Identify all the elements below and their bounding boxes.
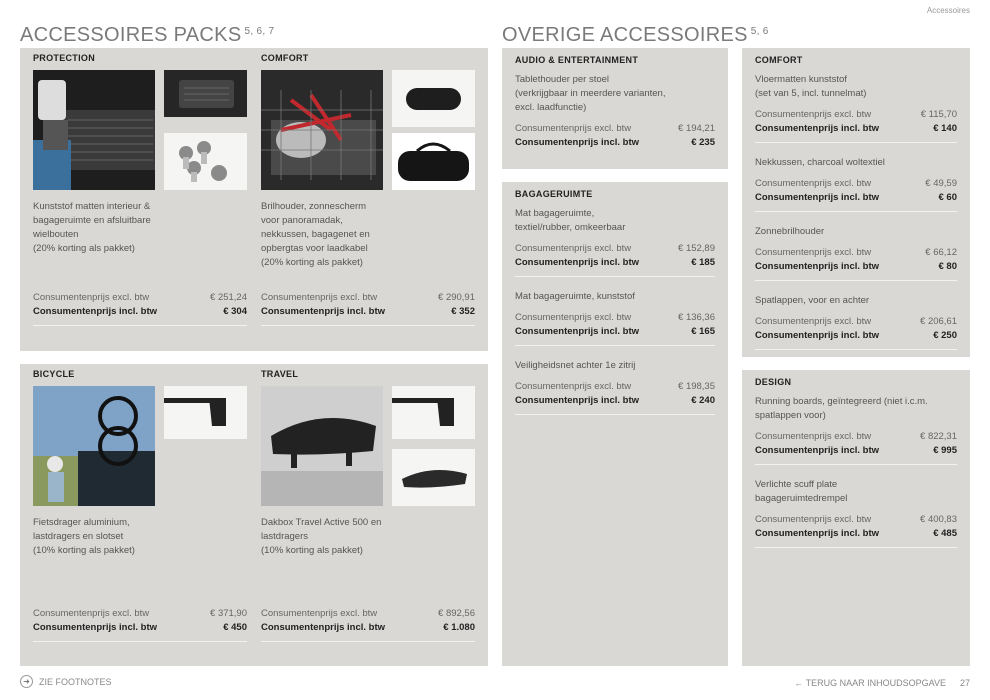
entry-description <box>755 225 957 239</box>
price-value: € 165 <box>691 326 715 337</box>
price-value: € 400,83 <box>920 514 957 525</box>
image-roof-bar <box>164 386 247 439</box>
price-value: € 290,91 <box>438 292 475 303</box>
image-cargo-mats <box>33 70 155 190</box>
entry-description <box>515 73 715 115</box>
price-incl <box>755 260 957 274</box>
price-label: Consumentenprijs excl. btw <box>515 123 632 134</box>
price-value: € 822,31 <box>920 431 957 442</box>
accessory-entry <box>515 207 715 277</box>
accessory-entry <box>755 395 957 465</box>
price-label: Consumentenprijs excl. btw <box>755 247 872 258</box>
price-value: € 206,61 <box>920 316 957 327</box>
image-wheel-bolts <box>164 133 247 190</box>
title-overige-accessoires <box>502 24 769 47</box>
image-roof-box-small <box>392 449 475 506</box>
accessory-entry <box>755 225 957 281</box>
desc-line: Running boards, geïntegreerd (niet i.c.m. <box>755 396 928 407</box>
desc-line: voor panoramadak, <box>261 215 343 226</box>
divider <box>515 276 715 277</box>
desc-line: lastdragers <box>261 531 308 542</box>
price-label: Consumentenprijs incl. btw <box>755 261 880 272</box>
title-accessoires-packs <box>20 24 274 47</box>
price-value: € 194,21 <box>678 123 715 134</box>
entry-description <box>755 156 957 170</box>
image-roof-bar <box>392 386 475 439</box>
price-excl <box>33 607 247 621</box>
back-to-contents-link[interactable] <box>794 678 946 688</box>
price-value: € 152,89 <box>678 243 715 254</box>
desc-line: nekkussen, bagagenet en <box>261 229 370 240</box>
pack-description <box>33 516 247 558</box>
price-value: € 140 <box>933 123 957 134</box>
price-value: € 892,56 <box>438 608 475 619</box>
price-label: Consumentenprijs incl. btw <box>755 528 880 539</box>
divider <box>755 211 957 212</box>
price-label: Consumentenprijs excl. btw <box>33 292 150 303</box>
desc-line: Nekkussen, charcoal woltextiel <box>755 157 885 168</box>
pack-title: BICYCLE <box>33 369 75 379</box>
price-value: € 115,70 <box>920 109 957 120</box>
desc-line: Brilhouder, zonnescherm <box>261 201 367 212</box>
arrow-right-circle-icon: ➜ <box>20 675 33 688</box>
price-value: € 304 <box>223 306 247 317</box>
price-value: € 352 <box>451 306 475 317</box>
price-excl <box>755 108 957 122</box>
price-label: Consumentenprijs excl. btw <box>515 312 632 323</box>
price-value: € 80 <box>938 261 957 272</box>
price-excl <box>755 430 957 444</box>
price-excl <box>261 291 475 305</box>
price-value: € 485 <box>933 528 957 539</box>
price-incl <box>515 256 715 270</box>
price-label: Consumentenprijs incl. btw <box>755 445 880 456</box>
pack-title: TRAVEL <box>261 369 299 379</box>
image-bike-carrier <box>33 386 155 506</box>
price-value: € 235 <box>691 137 715 148</box>
price-value: € 198,35 <box>678 381 715 392</box>
price-label: Consumentenprijs incl. btw <box>515 326 640 337</box>
price-label: Consumentenprijs incl. btw <box>755 123 880 134</box>
desc-line: Mat bagageruimte, kunststof <box>515 291 635 302</box>
price-incl <box>261 305 475 319</box>
price-label: Consumentenprijs incl. btw <box>261 622 386 633</box>
desc-line: (20% korting als pakket) <box>261 257 363 268</box>
price-label: Consumentenprijs incl. btw <box>515 257 640 268</box>
desc-line: Verlichte scuff plate <box>755 479 838 490</box>
price-label: Consumentenprijs excl. btw <box>261 608 378 619</box>
price-label: Consumentenprijs incl. btw <box>33 622 158 633</box>
price-incl <box>261 621 475 635</box>
divider <box>755 464 957 465</box>
accessory-entry <box>755 478 957 548</box>
price-label: Consumentenprijs incl. btw <box>33 306 158 317</box>
desc-line: (verkrijgbaar in meerdere varianten, <box>515 88 666 99</box>
footnote-ref: 5, 6, 7 <box>244 26 275 37</box>
desc-line: (set van 5, incl. tunnelmat) <box>755 88 867 99</box>
price-excl <box>515 380 715 394</box>
price-value: € 450 <box>223 622 247 633</box>
desc-line: Dakbox Travel Active 500 en <box>261 517 382 528</box>
divider <box>515 345 715 346</box>
section-title: COMFORT <box>755 55 803 65</box>
price-label: Consumentenprijs incl. btw <box>261 306 386 317</box>
price-excl <box>33 291 247 305</box>
price-incl <box>33 305 247 319</box>
pack-travel <box>261 364 475 666</box>
price-excl <box>515 122 715 136</box>
accessory-entry <box>515 359 715 415</box>
price-excl <box>755 513 957 527</box>
price-excl <box>515 311 715 325</box>
price-incl <box>755 444 957 458</box>
entry-description <box>755 478 957 506</box>
divider <box>755 349 957 350</box>
entry-description <box>515 359 715 373</box>
price-value: € 251,24 <box>210 292 247 303</box>
section-title: DESIGN <box>755 377 792 387</box>
image-neck-pillow <box>392 70 475 127</box>
desc-line: bagageruimtedrempel <box>755 493 848 504</box>
accessory-entry <box>515 290 715 346</box>
panel-audio <box>502 48 728 169</box>
pack-bicycle <box>33 364 247 666</box>
price-incl <box>755 527 957 541</box>
price-label: Consumentenprijs excl. btw <box>515 243 632 254</box>
price-label: Consumentenprijs excl. btw <box>755 178 872 189</box>
price-excl <box>755 246 957 260</box>
page-number: 27 <box>959 678 970 688</box>
price-label: Consumentenprijs excl. btw <box>261 292 378 303</box>
pack-title: PROTECTION <box>33 53 96 63</box>
desc-line: Zonnebrilhouder <box>755 226 825 237</box>
desc-line: lastdragers en slotset <box>33 531 124 542</box>
price-excl <box>261 607 475 621</box>
price-excl <box>755 315 957 329</box>
divider <box>33 325 247 326</box>
panel-bagage <box>502 182 728 666</box>
image-cargo-net <box>261 70 383 190</box>
panel-packs-top <box>20 48 488 351</box>
price-incl <box>515 394 715 408</box>
price-label: Consumentenprijs excl. btw <box>755 316 872 327</box>
accessory-entry <box>755 156 957 212</box>
accessory-entry <box>755 73 957 143</box>
footnote-ref: 5, 6 <box>750 26 769 37</box>
pack-description <box>33 200 247 256</box>
price-incl <box>515 325 715 339</box>
section-title: BAGAGERUIMTE <box>515 189 593 199</box>
divider <box>261 325 475 326</box>
price-value: € 371,90 <box>210 608 247 619</box>
divider <box>515 414 715 415</box>
entry-description <box>755 73 957 101</box>
price-label: Consumentenprijs incl. btw <box>515 395 640 406</box>
price-value: € 250 <box>933 330 957 341</box>
price-incl <box>33 621 247 635</box>
desc-line: bagageruimte en afsluitbare <box>33 215 151 226</box>
price-block <box>261 291 475 326</box>
price-value: € 66,12 <box>925 247 957 258</box>
price-block <box>33 291 247 326</box>
price-block <box>261 607 475 642</box>
entry-description <box>755 294 957 308</box>
pack-comfort <box>261 48 475 351</box>
image-roof-box <box>261 386 383 506</box>
price-value: € 1.080 <box>443 622 475 633</box>
panel-design <box>742 370 970 666</box>
image-floor-mat <box>164 70 247 117</box>
entry-description <box>515 290 715 304</box>
price-label: Consumentenprijs excl. btw <box>755 109 872 120</box>
panel-comfort <box>742 48 970 357</box>
footer-right <box>794 678 970 688</box>
price-incl <box>755 191 957 205</box>
desc-line: (10% korting als pakket) <box>261 545 363 556</box>
price-value: € 995 <box>933 445 957 456</box>
price-label: Consumentenprijs excl. btw <box>755 514 872 525</box>
pack-description <box>261 200 475 270</box>
title-text: OVERIGE ACCESSOIRES <box>502 24 748 46</box>
desc-line: Mat bagageruimte, <box>515 208 595 219</box>
desc-line: (20% korting als pakket) <box>33 243 135 254</box>
footnotes-label: ZIE FOOTNOTES <box>39 676 112 687</box>
arrow-left-icon: ← <box>794 678 804 688</box>
entry-description <box>755 395 957 423</box>
desc-line: wielbouten <box>33 229 79 240</box>
price-label: Consumentenprijs incl. btw <box>755 192 880 203</box>
price-incl <box>515 136 715 150</box>
price-excl <box>755 177 957 191</box>
panel-packs-bottom <box>20 364 488 666</box>
pack-description <box>261 516 475 558</box>
divider <box>755 547 957 548</box>
price-label: Consumentenprijs excl. btw <box>33 608 150 619</box>
price-incl <box>755 329 957 343</box>
desc-line: Veiligheidsnet achter 1e zitrij <box>515 360 636 371</box>
desc-line: Fietsdrager aluminium, <box>33 517 130 528</box>
desc-line: Kunststof matten interieur & <box>33 201 151 212</box>
divider <box>755 280 957 281</box>
pack-protection <box>33 48 247 351</box>
divider <box>755 142 957 143</box>
price-label: Consumentenprijs incl. btw <box>755 330 880 341</box>
accessory-entry <box>755 294 957 350</box>
price-value: € 185 <box>691 257 715 268</box>
desc-line: textiel/rubber, omkeerbaar <box>515 222 626 233</box>
image-storage-bag <box>392 133 475 190</box>
divider <box>261 641 475 642</box>
desc-line: opbergtas voor laadkabel <box>261 243 368 254</box>
desc-line: Tablethouder per stoel <box>515 74 610 85</box>
price-value: € 136,36 <box>678 312 715 323</box>
price-incl <box>755 122 957 136</box>
desc-line: Vloermatten kunststof <box>755 74 847 85</box>
desc-line: spatlappen voor) <box>755 410 826 421</box>
desc-line: Spatlappen, voor en achter <box>755 295 870 306</box>
entry-description <box>515 207 715 235</box>
price-value: € 240 <box>691 395 715 406</box>
corner-section-label: Accessoires <box>926 6 970 15</box>
price-label: Consumentenprijs incl. btw <box>515 137 640 148</box>
divider <box>33 641 247 642</box>
desc-line: excl. laadfunctie) <box>515 102 587 113</box>
back-label: TERUG NAAR INHOUDSOPGAVE <box>805 678 946 688</box>
footnotes-link[interactable] <box>20 675 112 688</box>
price-label: Consumentenprijs excl. btw <box>755 431 872 442</box>
price-value: € 60 <box>938 192 957 203</box>
section-title: AUDIO & ENTERTAINMENT <box>515 55 639 65</box>
title-text: ACCESSOIRES PACKS <box>20 24 242 46</box>
price-label: Consumentenprijs excl. btw <box>515 381 632 392</box>
desc-line: (10% korting als pakket) <box>33 545 135 556</box>
price-value: € 49,59 <box>925 178 957 189</box>
price-excl <box>515 242 715 256</box>
accessory-entry <box>515 73 715 150</box>
price-block <box>33 607 247 642</box>
pack-title: COMFORT <box>261 53 309 63</box>
